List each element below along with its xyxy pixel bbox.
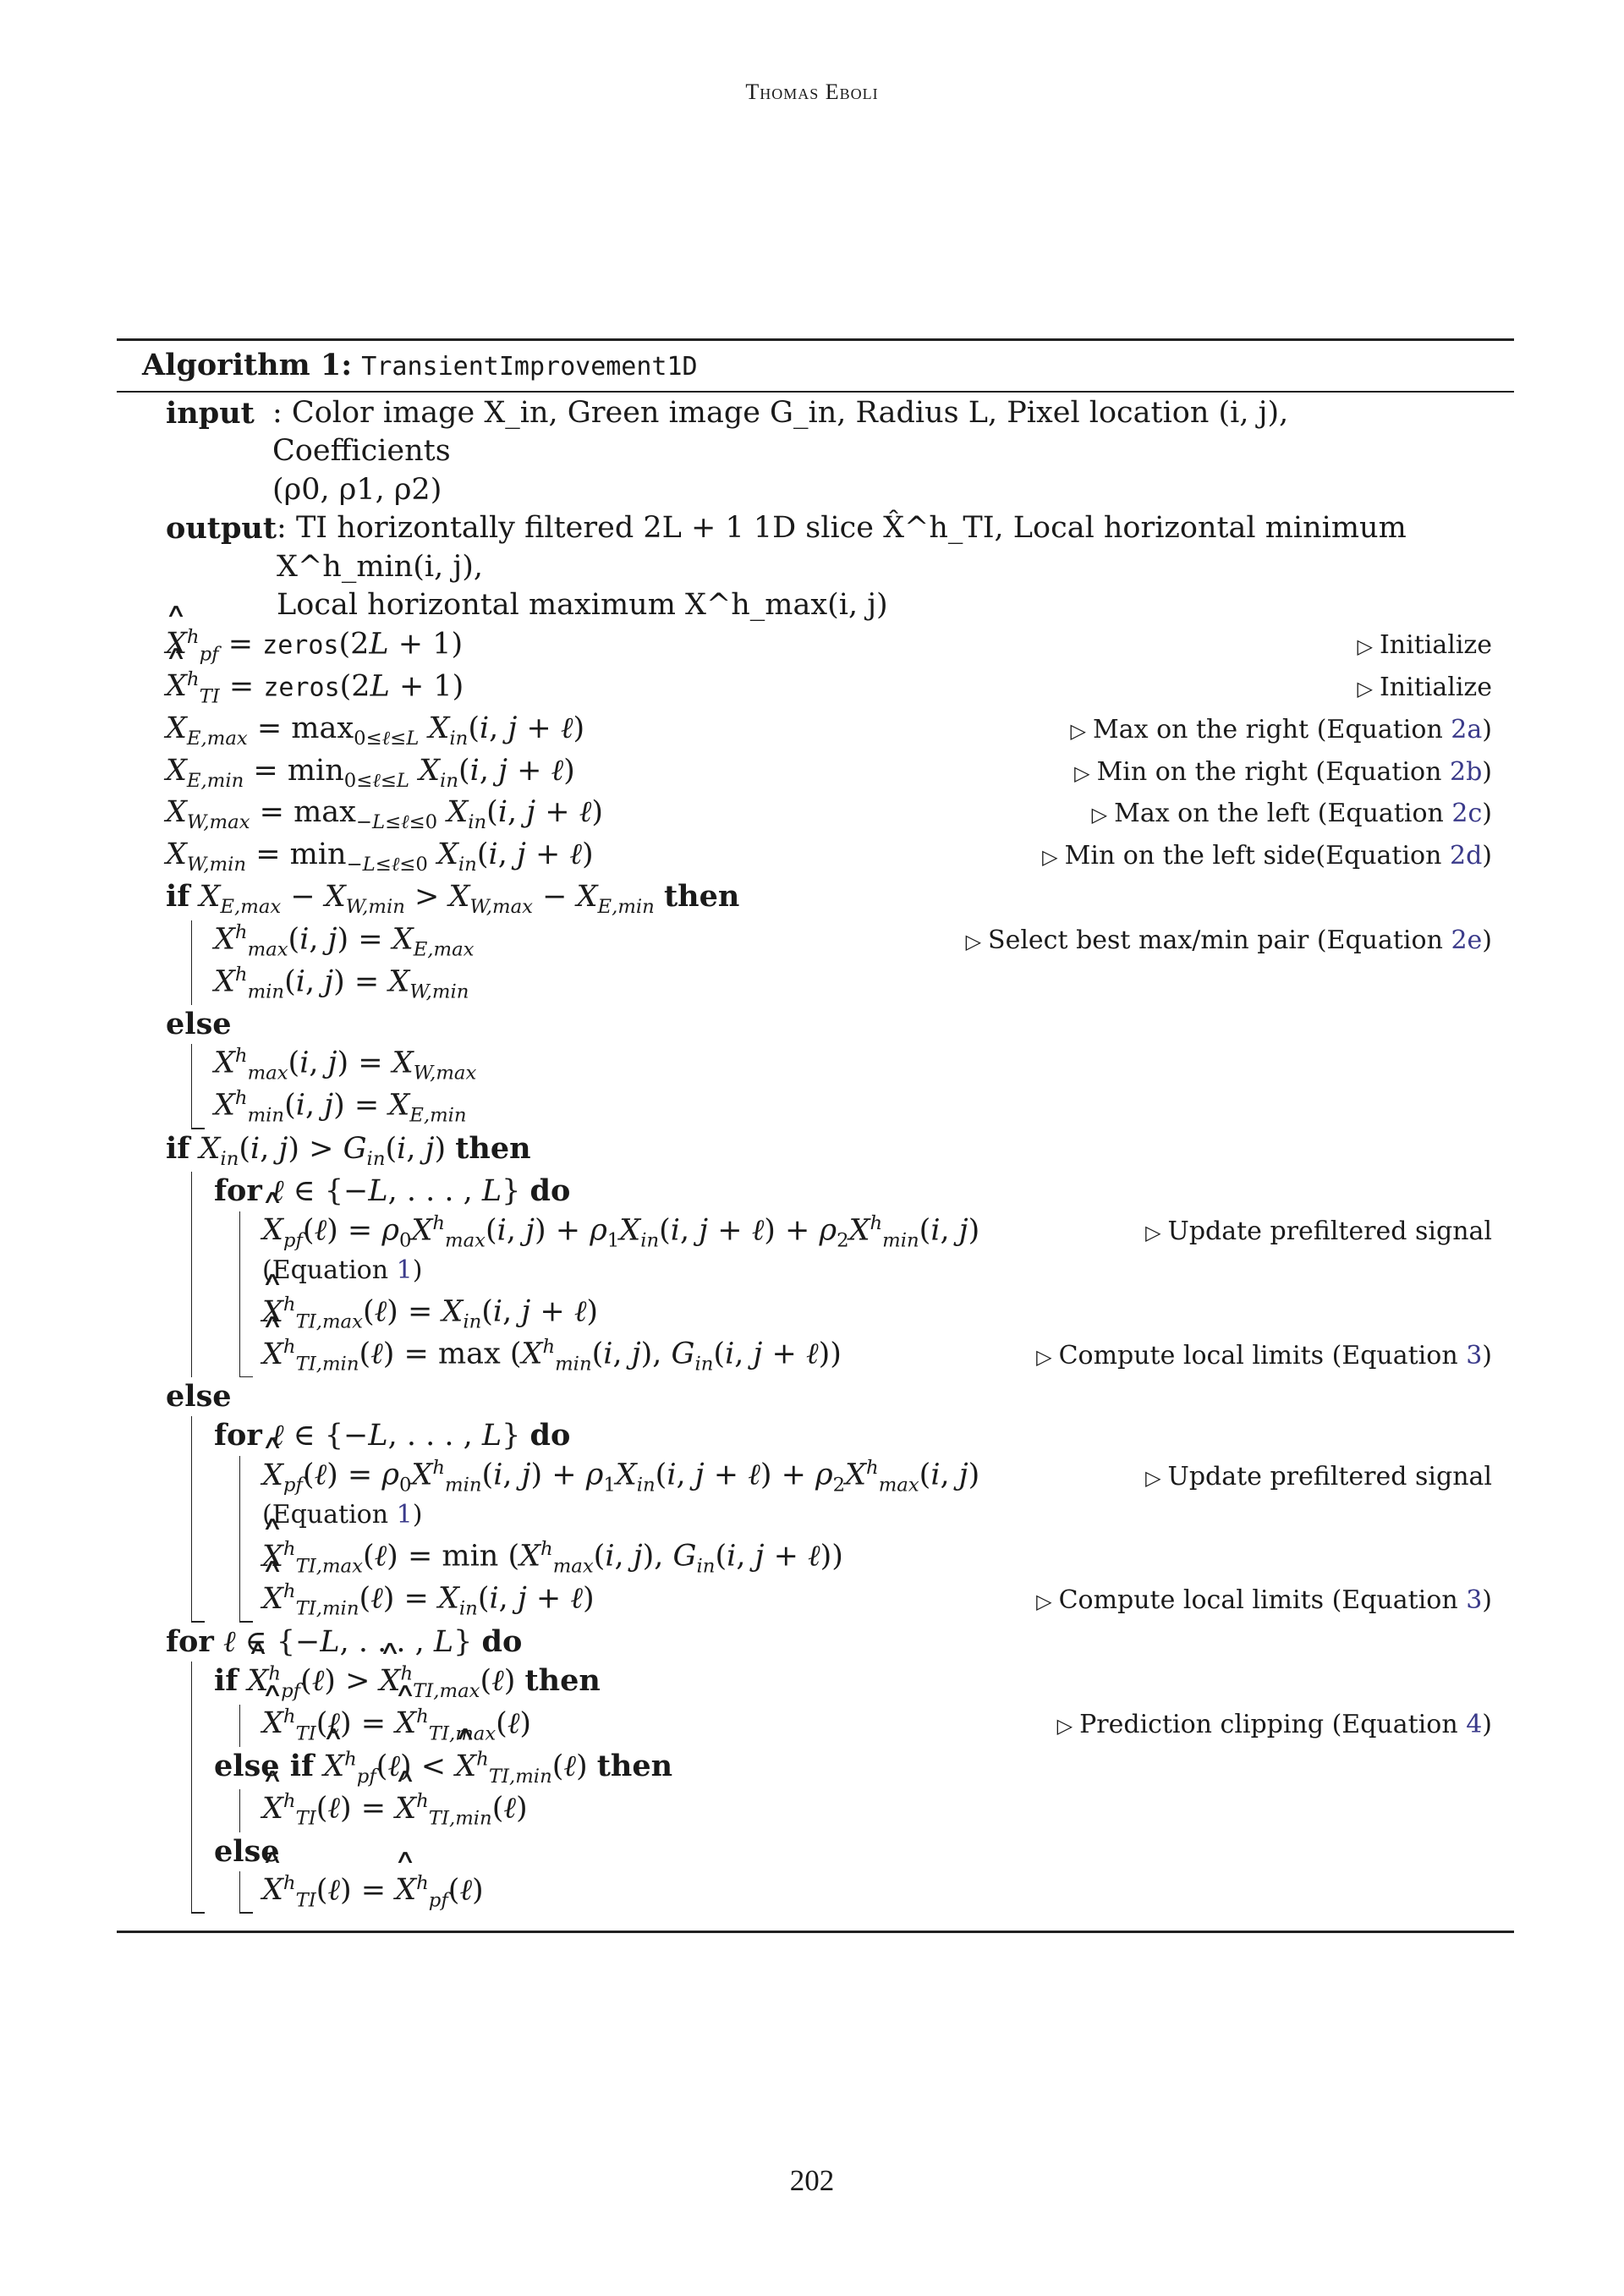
output-line-2: Local horizontal maximum X^h_max(i, j): [277, 588, 888, 622]
line-update-1: [262, 1211, 1514, 1254]
line-wmin: [166, 836, 1514, 878]
comment-update-2: ▷ Update prefiltered signal: [1145, 1461, 1492, 1491]
line-clip-pf: [262, 1871, 1514, 1914]
line-xmin-e: [214, 1086, 1514, 1129]
output-label: output: [166, 511, 277, 546]
input-label: input: [166, 395, 255, 431]
line-clip-min: [262, 1789, 1514, 1832]
comment-select: ▷ Select best max/min pair (Equation 2e): [965, 926, 1492, 956]
comment-min-left: ▷ Min on the left side(Equation 2d): [1042, 840, 1492, 871]
line-eq-ref-1: [262, 1254, 1514, 1293]
code-wmin: $X_{W,min} = \min_{-L\le\ell\le 0} X_{in}(i$, j + ℓ): [166, 837, 594, 876]
line-xmin-w: [214, 963, 1514, 1005]
code-timax-2: ∧ $X^h_{TI,max}(\ell) = \min (X^h_{max}(i$, j), $G_{in}(i$, j + ℓ)): [262, 1537, 843, 1579]
line-else-green: [166, 1377, 1514, 1416]
comment-max-right: ▷ Max on the right (Equation 2a): [1070, 714, 1492, 744]
line-timin-2: [262, 1579, 1514, 1622]
code-xmax-w: $X^h_{max}(i$, $j) = X_{W,max}$: [214, 1045, 477, 1085]
code-clip-max: ∧ $X^h_{TI}(\ell)$ = ∧ $X^h_{TI,max}(\ell)$: [262, 1705, 531, 1747]
comment-init-1: ▷ Initialize: [1357, 630, 1492, 661]
code-clip-pf: ∧ $X^h_{TI}(\ell)$ = ∧ $X^h_{pf}(\ell)$: [262, 1871, 484, 1914]
line-init-ti: [166, 667, 1514, 710]
code-eq-ref-1: (Equation 1): [262, 1255, 423, 1285]
input-line-1: : Color image X_in, Green image G_in, Radius L, Pixel location (i, j), Coefficients: [272, 395, 1289, 468]
code-emin: $X_{E,min} = \min_{0\le\ell\le L} X_{in}(i$, j + ℓ): [166, 753, 575, 792]
code-wmax: $X_{W,max} = \max_{-L\le\ell\le 0} X_{in}(i$, j + ℓ): [166, 795, 603, 834]
line-wmax: [166, 794, 1514, 836]
line-xmax-e: [214, 920, 1514, 963]
comment-init-2: ▷ Initialize: [1357, 673, 1492, 703]
code-xmin-e: $X^h_{min}(i$, $j) = X_{E,min}$: [214, 1087, 467, 1128]
code-else-green: else: [166, 1379, 232, 1414]
running-head: Thomas Eboli: [745, 80, 879, 104]
block-elseif-clip: [239, 1789, 1514, 1832]
triangle-icon: ▷: [1074, 761, 1090, 785]
algorithm-body: [117, 393, 1514, 1931]
code-for-1: for ℓ ∈ {−L, . . . , L} do: [214, 1173, 571, 1209]
code-emax: $X_{E,max} = \max_{0\le\ell\le L} X_{in}(i$, j + ℓ): [166, 711, 585, 750]
algorithm-box: [117, 338, 1514, 1933]
triangle-icon: ▷: [1357, 634, 1373, 659]
block-if-clip: [239, 1705, 1514, 1747]
comment-max-left: ▷ Max on the left (Equation 2c): [1091, 799, 1492, 829]
block-for-1: [239, 1211, 1514, 1378]
code-xmin-w: $X^h_{min}(i$, $j) = X_{W,min}$: [214, 963, 469, 1003]
line-clip-max: [262, 1705, 1514, 1747]
line-eq-ref-2: [262, 1498, 1514, 1537]
algorithm-label: Algorithm 1:: [142, 348, 353, 382]
code-else-clip: else: [214, 1833, 280, 1869]
block-else-clip: [239, 1871, 1514, 1914]
code-clip-min: ∧ $X^h_{TI}(\ell)$ = ∧ $X^h_{TI,min}(\ell)$: [262, 1789, 528, 1832]
code-update-2: ∧ $X_{pf}(\ell) = \rho_0X^h_{min}(i$, $j) + \rho_1X_{in}(i$, j + ℓ) + $\rho_2X^h_{max}(i$, j): [262, 1456, 979, 1498]
block-else-green: [191, 1416, 1514, 1622]
triangle-icon: ▷: [1357, 677, 1373, 701]
line-for-2: [214, 1416, 1514, 1456]
code-if-green: if $X_{in}(i$, $j) > G_{in}(i$, j) then: [166, 1130, 531, 1170]
line-for-3: [166, 1623, 1514, 1662]
triangle-icon: ▷: [1145, 1221, 1161, 1245]
code-if-select: if $X_{E,max} - X_{W,min} > X_{W,max} - X_{E,min}$ then: [166, 879, 740, 919]
block-else-select: [191, 1044, 1514, 1129]
code-else-select: else: [166, 1007, 232, 1042]
output-text: [277, 509, 1514, 625]
triangle-icon: ▷: [1036, 1589, 1052, 1613]
line-update-2: [262, 1456, 1514, 1498]
triangle-icon: ▷: [1042, 844, 1058, 869]
comment-limits-2: ▷ Compute local limits (Equation 3): [1036, 1585, 1492, 1615]
code-init-pf: ∧ $X^h_{pf}$ = zeros(2L + 1): [166, 625, 463, 667]
input-text: [272, 394, 1514, 510]
line-xmax-w: [214, 1044, 1514, 1086]
code-update-1: ∧ $X_{pf}(\ell) = \rho_0X^h_{max}(i$, $j) + \rho_1X_{in}(i$, j + ℓ) + $\rho_2X^h_{min}(i$, j): [262, 1211, 979, 1254]
line-if-select: [166, 877, 1514, 920]
comment-clip: ▷ Prediction clipping (Equation 4): [1056, 1710, 1492, 1740]
output-line-1: : TI horizontally filtered 2L + 1 1D slice X̂^h_TI, Local horizontal minimum X^h_min(i, j),: [277, 511, 1407, 584]
triangle-icon: ▷: [965, 930, 982, 954]
triangle-icon: ▷: [1070, 718, 1087, 743]
input-spec: [166, 394, 1514, 510]
algorithm-name: TransientImprovement1D: [361, 352, 698, 382]
code-if-clip: if ∧ $X^h_{pf}(\ell)$ > ∧ $X^h_{TI,max}(\ell)$ then: [214, 1662, 601, 1705]
code-for-3: for ℓ ∈ {−L, . . . , L} do: [166, 1623, 523, 1659]
code-timin-1: ∧ $X^h_{TI,min}(\ell) = \max (X^h_{min}(i$, j), $G_{in}(i$, j + ℓ)): [262, 1335, 842, 1377]
comment-min-right: ▷ Min on the right (Equation 2b): [1074, 756, 1492, 787]
comment-update-1: ▷ Update prefiltered signal: [1145, 1217, 1492, 1247]
code-eq-ref-2: (Equation 1): [262, 1500, 423, 1530]
triangle-icon: ▷: [1056, 1714, 1073, 1738]
code-xmax-e: $X^h_{max}(i$, $j) = X_{E,max}$: [214, 920, 475, 961]
line-timax-1: [262, 1293, 1514, 1335]
code-init-ti: ∧ $X^h_{TI}$ = zeros(2L + 1): [166, 667, 464, 710]
code-elseif-clip: else if ∧ $X^h_{pf}(\ell)$ < ∧ $X^h_{TI,min}(\ell)$ then: [214, 1747, 672, 1790]
algorithm-header: [117, 341, 1514, 393]
triangle-icon: ▷: [1091, 803, 1108, 827]
line-emin: [166, 752, 1514, 794]
block-if-green: [191, 1172, 1514, 1377]
code-timin-2: ∧ $X^h_{TI,min}(\ell) = X_{in}(i$, j + ℓ): [262, 1579, 595, 1622]
block-for-2: [239, 1456, 1514, 1623]
line-else-select: [166, 1005, 1514, 1044]
line-timax-2: [262, 1537, 1514, 1579]
line-init-pf: [166, 625, 1514, 667]
output-spec: [166, 509, 1514, 625]
line-if-green: [166, 1129, 1514, 1173]
triangle-icon: ▷: [1145, 1465, 1161, 1490]
comment-limits-1: ▷ Compute local limits (Equation 3): [1036, 1340, 1492, 1370]
code-for-2: for ℓ ∈ {−L, . . . , L} do: [214, 1418, 571, 1453]
line-for-1: [214, 1172, 1514, 1211]
page-number: 202: [789, 2164, 835, 2197]
triangle-icon: ▷: [1036, 1344, 1052, 1369]
input-line-2: (ρ0, ρ1, ρ2): [272, 472, 442, 507]
block-for-3: [191, 1662, 1514, 1914]
line-emax: [166, 710, 1514, 752]
line-timin-1: [262, 1335, 1514, 1377]
code-timax-1: ∧ $X^h_{TI,max}(\ell) = X_{in}(i$, j + ℓ): [262, 1293, 598, 1335]
block-if-select: [191, 920, 1514, 1005]
